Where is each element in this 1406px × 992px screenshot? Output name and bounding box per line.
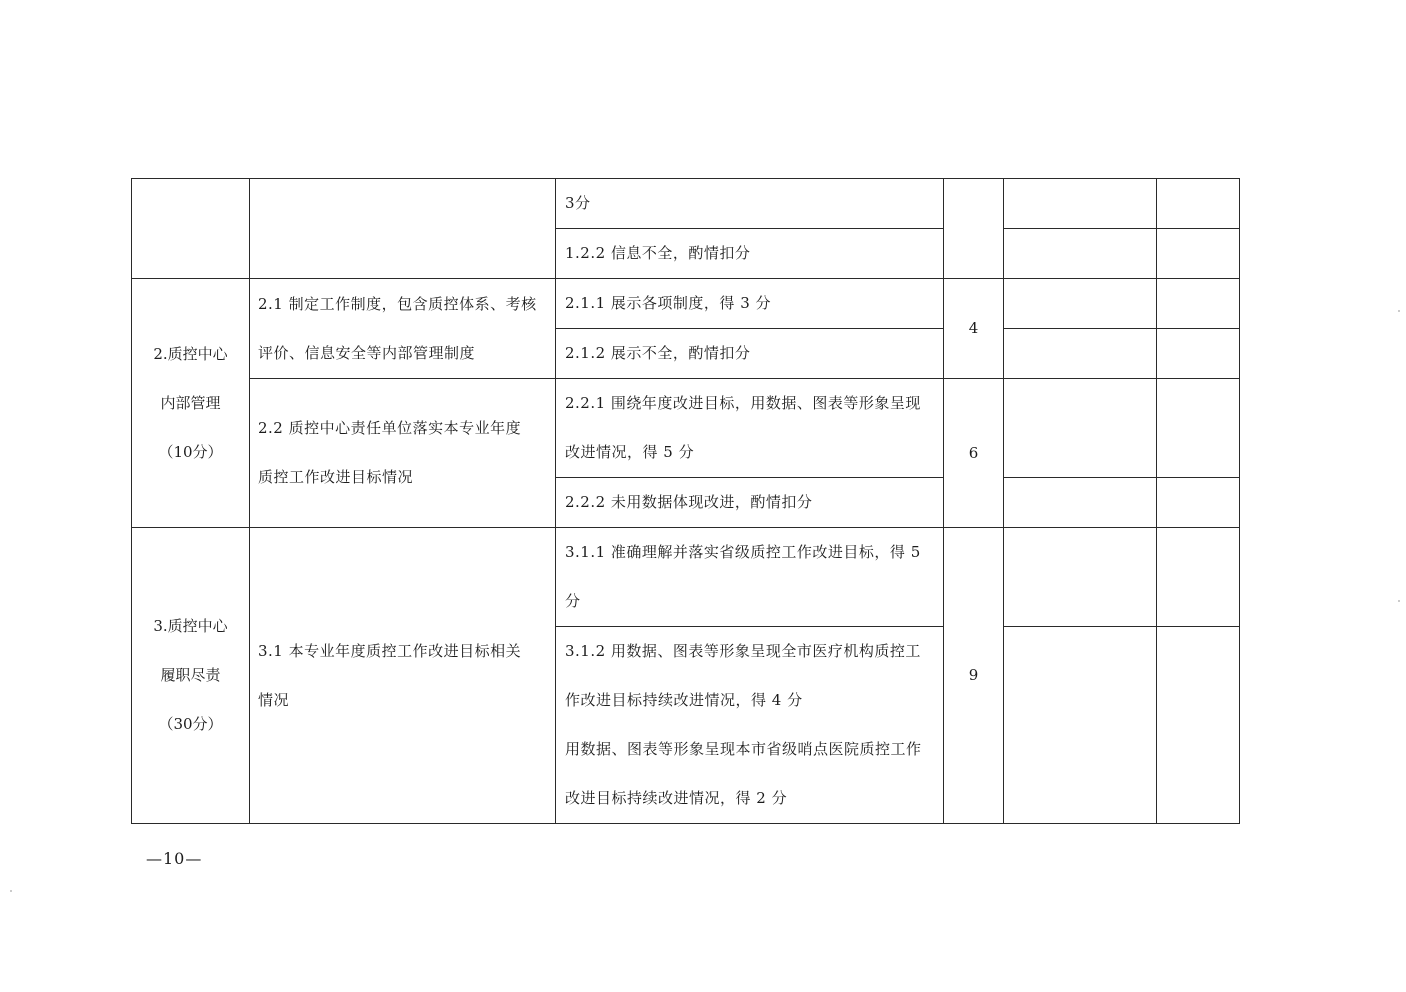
rule-cell: 1.2.2 信息不全，酌情扣分 (556, 229, 944, 279)
blank-cell (1004, 528, 1157, 627)
blank-cell (1157, 329, 1240, 379)
blank-cell (1004, 329, 1157, 379)
criterion-cell: 3.1 本专业年度质控工作改进目标相关 情况 (250, 528, 556, 824)
scan-speck (1398, 600, 1400, 602)
scan-speck (10, 890, 12, 892)
score-cell: 9 (944, 528, 1004, 824)
blank-cell (1157, 279, 1240, 329)
criterion-cell: 2.2 质控中心责任单位落实本专业年度 质控工作改进目标情况 (250, 379, 556, 528)
blank-cell (1004, 229, 1157, 279)
blank-cell (1157, 379, 1240, 478)
scan-speck (1398, 310, 1400, 312)
rule-cell: 2.2.1 围绕年度改进目标，用数据、图表等形象呈现 改进情况，得 5 分 (556, 379, 944, 478)
blank-cell (1004, 627, 1157, 824)
score-cell: 4 (944, 279, 1004, 379)
blank-cell (1157, 528, 1240, 627)
blank-cell (1004, 478, 1157, 528)
score-cell-empty (944, 179, 1004, 279)
score-cell: 6 (944, 379, 1004, 528)
rule-cell: 3.1.2 用数据、图表等形象呈现全市医疗机构质控工 作改进目标持续改进情况，得 4 分 用数据、图表等形象呈现本市省级哨点医院质控工作 改进目标持续改进情况，得 2 分 (556, 627, 944, 824)
table-row (132, 379, 1240, 429)
blank-cell (1004, 179, 1157, 229)
table-row (132, 528, 1240, 578)
table-row (132, 279, 1240, 329)
blank-cell (1004, 379, 1157, 478)
rule-cell: 2.1.2 展示不全，酌情扣分 (556, 329, 944, 379)
rule-cell: 3.1.1 准确理解并落实省级质控工作改进目标，得 5 分 (556, 528, 944, 627)
category-cell-empty (132, 179, 250, 279)
blank-cell (1004, 279, 1157, 329)
blank-cell (1157, 478, 1240, 528)
criterion-cell: 2.1 制定工作制度，包含质控体系、考核 评价、信息安全等内部管理制度 (250, 279, 556, 379)
blank-cell (1157, 179, 1240, 229)
category-cell: 2.质控中心 内部管理 （10分） (132, 279, 250, 528)
rule-cell: 2.2.2 未用数据体现改进，酌情扣分 (556, 478, 944, 528)
rule-cell: 2.1.1 展示各项制度，得 3 分 (556, 279, 944, 329)
table-row (132, 179, 1240, 229)
page-number: —10— (146, 849, 203, 868)
criterion-cell-empty (250, 179, 556, 279)
blank-cell (1157, 627, 1240, 824)
category-cell: 3.质控中心 履职尽责 （30分） (132, 528, 250, 824)
blank-cell (1157, 229, 1240, 279)
evaluation-table (131, 178, 1240, 824)
rule-cell: 3分 (556, 179, 944, 229)
